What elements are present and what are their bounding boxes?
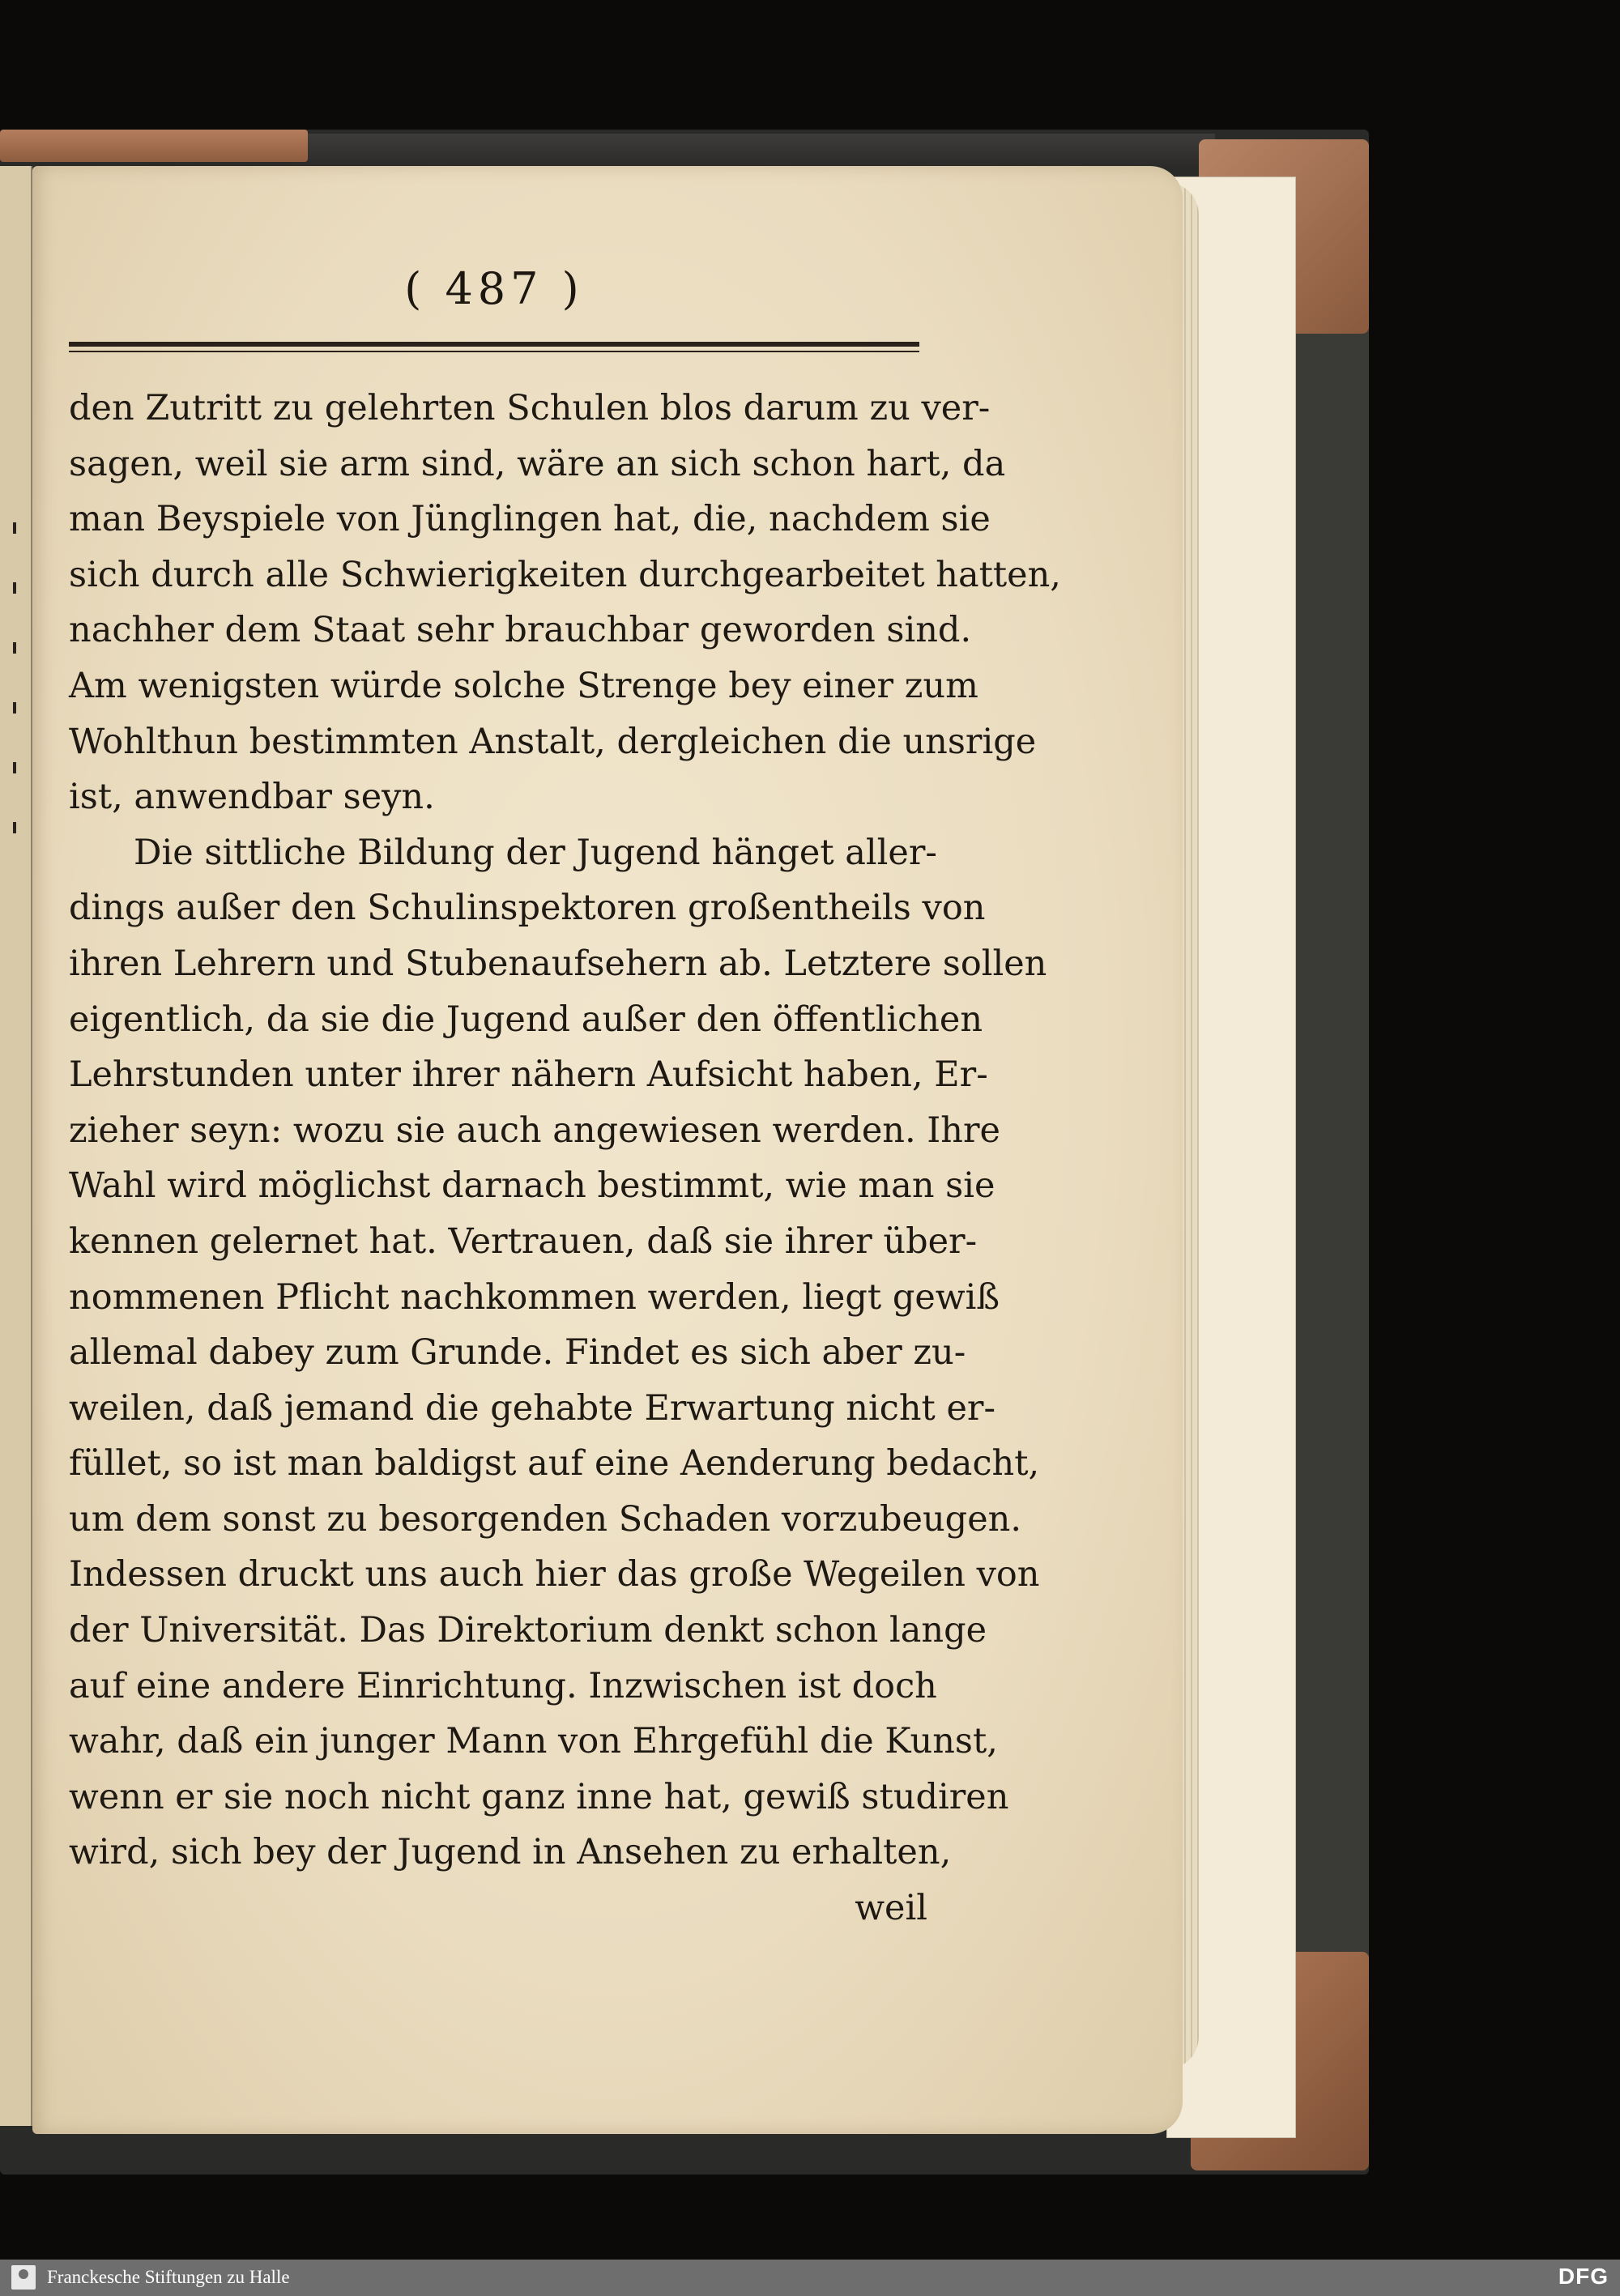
text-line: auf eine andere Einrichtung. Inzwischen ist doch xyxy=(69,1665,937,1706)
text-line: um dem sonst zu besorgenden Schaden vorzubeugen. xyxy=(69,1498,1022,1540)
body-text xyxy=(69,381,1061,1936)
franckesche-stiftungen-logo-icon xyxy=(11,2265,36,2290)
text-line: man Beyspiele von Jünglingen hat, die, nachdem sie xyxy=(69,499,991,540)
text-line: allemal dabey zum Grunde. Findet es sich aber zu- xyxy=(69,1332,966,1374)
text-line: nachher dem Staat sehr brauchbar geworden sind. xyxy=(69,610,972,651)
leather-corner-top-left xyxy=(0,130,308,162)
text-line: eigentlich, da sie die Jugend außer den öffentlichen xyxy=(69,999,983,1040)
text-line: Am wenigsten würde solche Strenge bey einer zum xyxy=(69,665,978,706)
dfg-logo: DFG xyxy=(1558,2264,1609,2289)
text-line: Indessen druckt uns auch hier das große Wegeilen von xyxy=(69,1554,1040,1595)
text-line: Die sittliche Bildung der Jugend hänget aller- xyxy=(134,832,937,873)
header-rule-thick xyxy=(69,342,919,347)
catchword: weil xyxy=(855,1888,927,1929)
text-line: weilen, daß jemand die gehabte Erwartung nicht er- xyxy=(69,1387,995,1429)
page-number-header: ( 487 ) xyxy=(404,263,584,314)
text-line: wird, sich bey der Jugend in Ansehen zu erhalten, xyxy=(69,1832,952,1873)
cover-top-strip xyxy=(292,134,1215,166)
facing-page-edge xyxy=(0,166,32,2126)
text-line: Wahl wird möglichst darnach bestimmt, wie man sie xyxy=(69,1165,995,1207)
footer-bar xyxy=(0,2260,1620,2296)
header-rule-thin xyxy=(69,351,919,352)
text-line: den Zutritt zu gelehrten Schulen blos darum zu ver- xyxy=(69,388,991,428)
text-line: sagen, weil sie arm sind, wäre an sich schon hart, da xyxy=(69,443,1006,484)
text-line: kennen gelernet hat. Vertrauen, daß sie ihrer über- xyxy=(69,1220,978,1262)
text-line: Wohlthun bestimmten Anstalt, dergleichen die unsrige xyxy=(69,721,1037,762)
text-line: wenn er sie noch nicht ganz inne hat, gewiß studiren xyxy=(69,1776,1009,1817)
text-line: nommenen Pflicht nachkommen werden, liegt gewiß xyxy=(69,1276,1000,1318)
text-line: Lehrstunden unter ihrer nähern Aufsicht haben, Er- xyxy=(69,1054,988,1096)
text-line: der Universität. Das Direktorium denkt schon lange xyxy=(69,1610,987,1651)
text-line: wahr, daß ein junger Mann von Ehrgefühl die Kunst, xyxy=(69,1721,998,1762)
text-line: ist, anwendbar seyn. xyxy=(69,777,435,818)
text-line: dings außer den Schulinspektoren großentheils von xyxy=(69,888,986,929)
institution-name: Franckesche Stiftungen zu Halle xyxy=(47,2267,290,2287)
facing-page-print-marks xyxy=(8,522,24,882)
text-line: sich durch alle Schwierigkeiten durchgearbeitet hatten, xyxy=(69,554,1061,595)
text-line: ihren Lehrern und Stubenaufsehern ab. Letztere sollen xyxy=(69,943,1047,984)
text-line: füllet, so ist man baldigst auf eine Aenderung bedacht, xyxy=(69,1443,1040,1485)
text-line: zieher seyn: wozu sie auch angewiesen werden. Ihre xyxy=(69,1110,1000,1151)
